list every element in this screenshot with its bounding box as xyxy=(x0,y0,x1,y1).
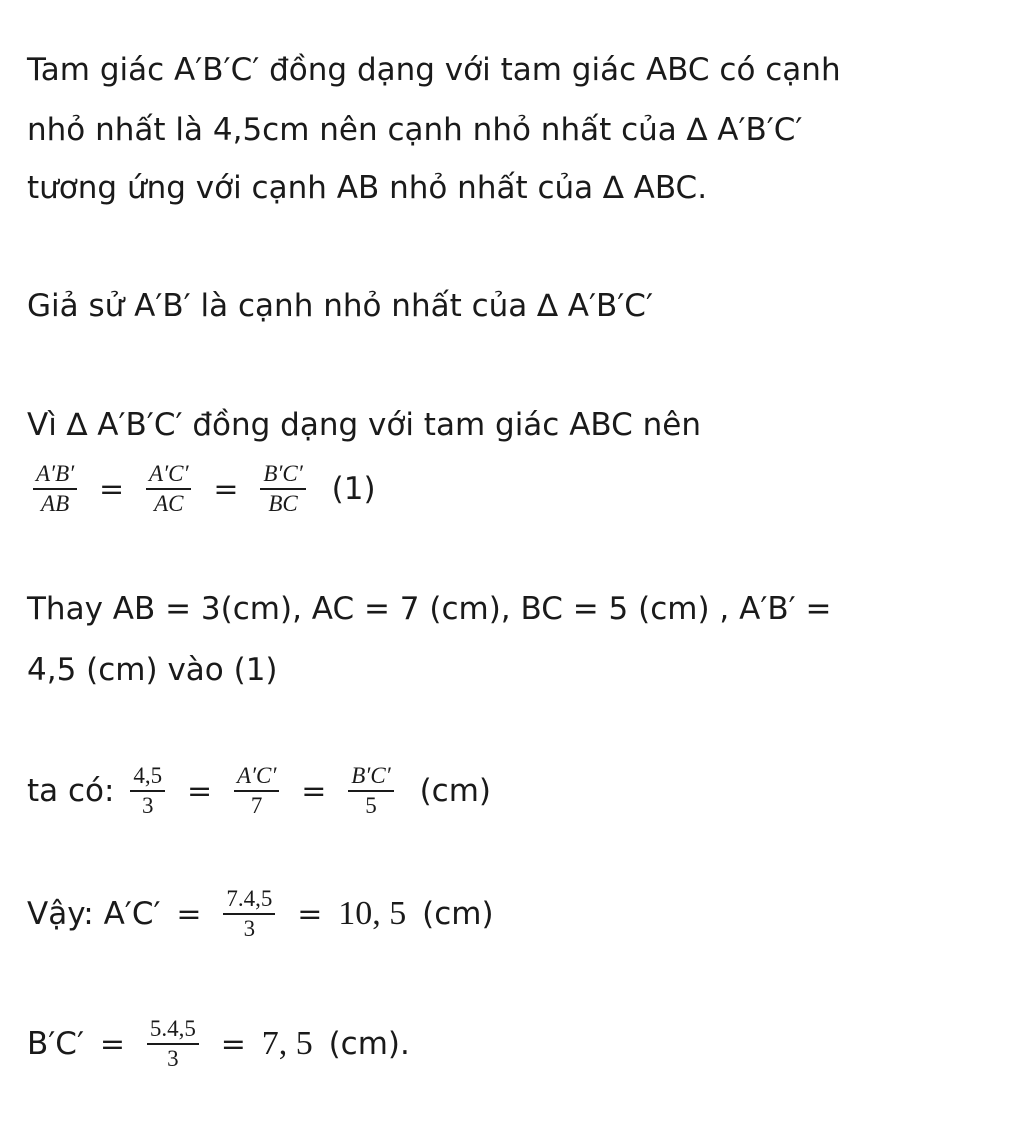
equation-result: 10, 5 xyxy=(338,895,407,932)
fraction-numerator: 5.4,5 xyxy=(147,1017,199,1045)
fraction-numerator: B′C′ xyxy=(348,764,393,792)
fraction-5x4-5-over-3 xyxy=(147,1017,199,1071)
equation-result: 7, 5 xyxy=(261,1025,313,1062)
fraction-numerator: A′C′ xyxy=(146,462,191,490)
fraction-numerator: A′C′ xyxy=(234,764,279,792)
fraction-denominator: BC xyxy=(268,490,298,516)
equals-sign: = xyxy=(99,1027,125,1062)
equation-unit: (cm) xyxy=(422,896,494,932)
equation-3 xyxy=(27,875,494,954)
fraction-denominator: 3 xyxy=(167,1045,179,1071)
fraction-denominator: AB xyxy=(41,490,70,516)
fraction-ac xyxy=(146,462,191,516)
equals-sign: = xyxy=(301,774,327,809)
paragraph-1-line-3: tương ứng với cạnh AB nhỏ nhất của ∆ ABC. xyxy=(27,170,708,206)
equation-lead: Vậy: A′C′ xyxy=(27,896,161,932)
equation-4 xyxy=(27,1005,410,1084)
equals-sign: = xyxy=(213,472,239,507)
paragraph-3: Vì ∆ A′B′C′ đồng dạng với tam giác ABC nên xyxy=(27,407,701,443)
equals-sign: = xyxy=(176,897,202,932)
equation-1 xyxy=(27,452,376,527)
paragraph-1-line-2: nhỏ nhất là 4,5cm nên cạnh nhỏ nhất của ∆ A′B′C′ xyxy=(27,112,803,148)
fraction-bc xyxy=(260,462,305,516)
paragraph-2: Giả sử A′B′ là cạnh nhỏ nhất của ∆ A′B′C′ xyxy=(27,288,653,324)
fraction-bc-over-5 xyxy=(348,764,393,818)
paragraph-4-line-1: Thay AB = 3(cm), AC = 7 (cm), BC = 5 (cm) , A′B′ = xyxy=(27,591,832,627)
fraction-numerator: A′B′ xyxy=(33,462,77,490)
fraction-ac-over-7 xyxy=(234,764,279,818)
equation-lead: ta có: xyxy=(27,773,115,809)
fraction-7x4-5-over-3 xyxy=(223,887,275,941)
equals-sign: = xyxy=(220,1027,246,1062)
paragraph-1-line-1: Tam giác A′B′C′ đồng dạng với tam giác ABC có cạnh xyxy=(27,52,841,88)
fraction-numerator: 4,5 xyxy=(130,764,165,792)
equals-sign: = xyxy=(99,472,125,507)
equation-unit: (cm). xyxy=(328,1026,410,1062)
equation-2 xyxy=(27,752,491,831)
equals-sign: = xyxy=(186,774,213,809)
equals-sign: = xyxy=(297,897,323,932)
equation-lead: B′C′ xyxy=(27,1026,84,1062)
fraction-ab xyxy=(33,462,77,516)
fraction-denominator: 7 xyxy=(250,792,263,818)
fraction-denominator: 5 xyxy=(365,792,377,818)
fraction-denominator: 3 xyxy=(141,792,154,818)
fraction-denominator: 3 xyxy=(243,915,256,941)
fraction-numerator: B′C′ xyxy=(260,462,305,490)
paragraph-4-line-2: 4,5 (cm) vào (1) xyxy=(27,652,278,688)
fraction-4-5-over-3 xyxy=(130,764,165,818)
equation-unit: (cm) xyxy=(419,773,491,809)
fraction-numerator: 7.4,5 xyxy=(223,887,275,915)
equation-tag: (1) xyxy=(331,471,376,507)
fraction-denominator: AC xyxy=(154,490,184,516)
